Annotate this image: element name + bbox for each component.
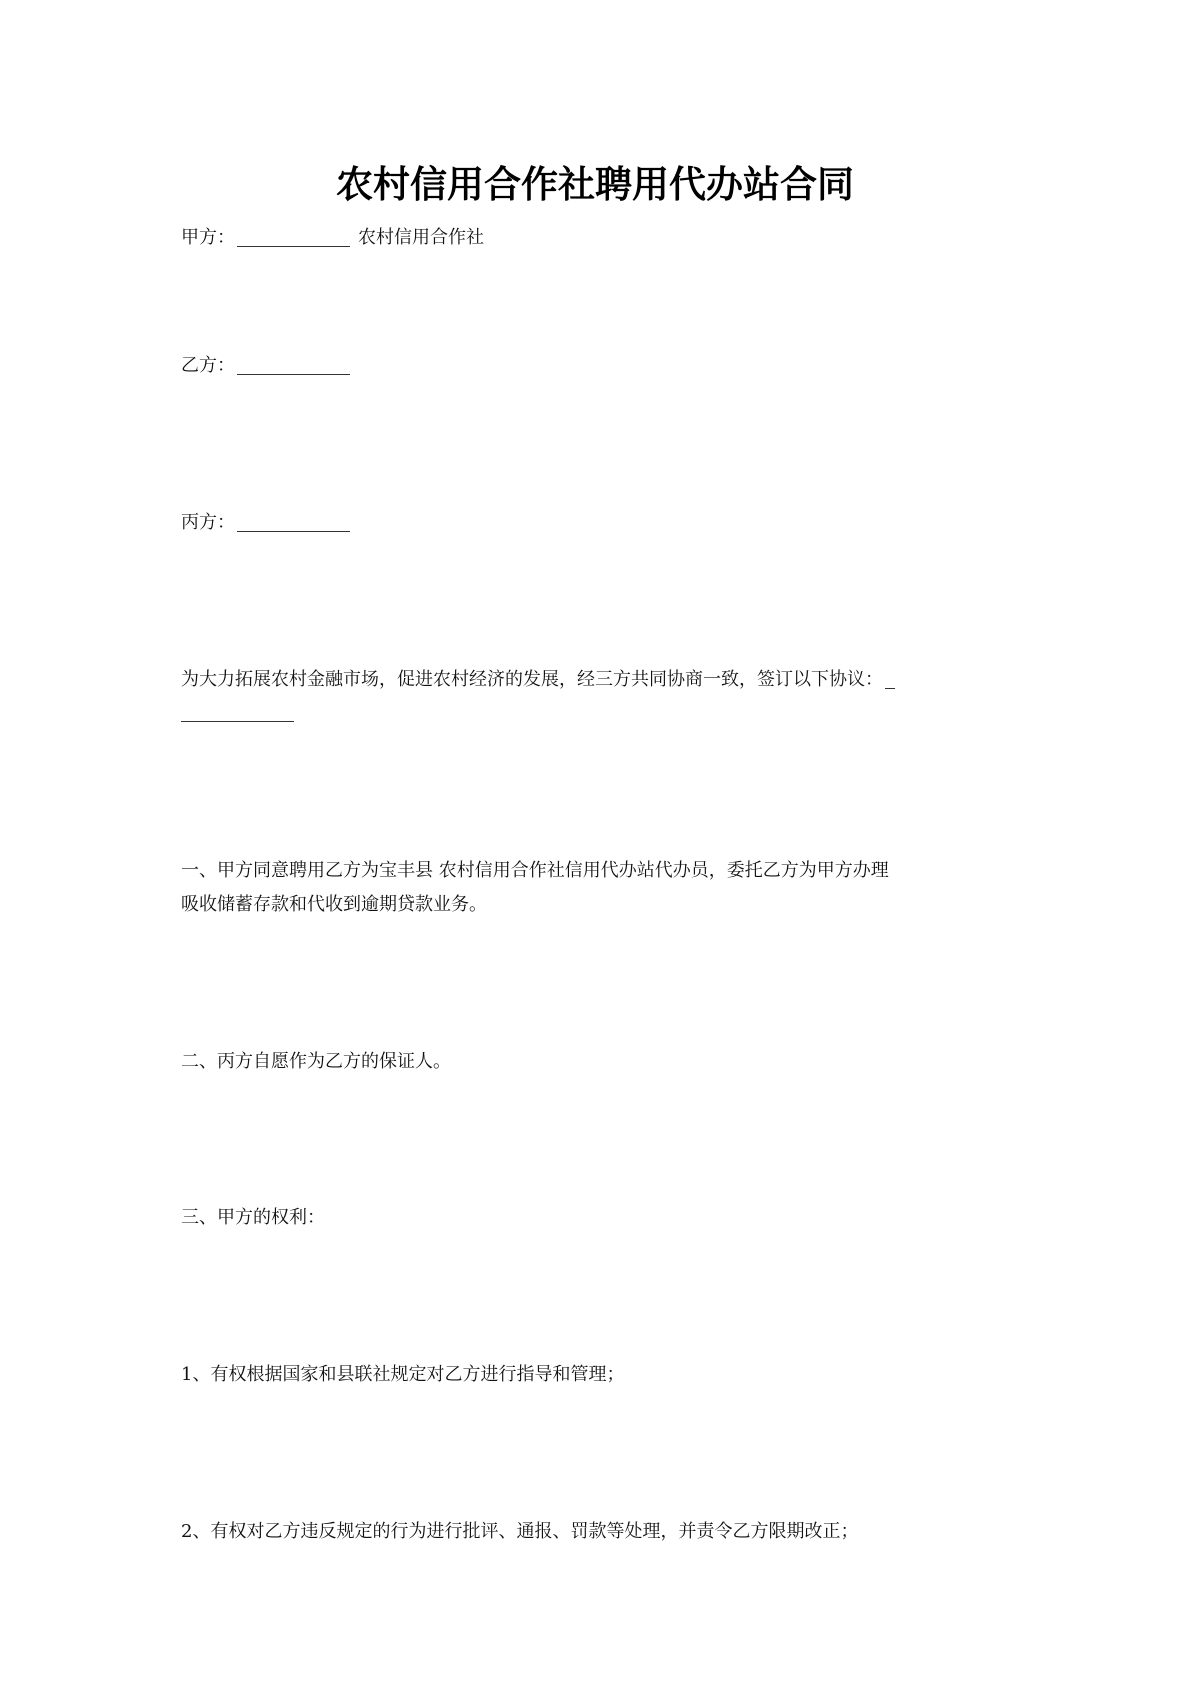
party-c-blank (237, 509, 350, 532)
party-a-label: 甲方： (181, 227, 235, 248)
preamble-underscore (885, 666, 895, 689)
clause-1-line-2: 吸收储蓄存款和代收到逾期贷款业务。 (181, 894, 487, 915)
preamble-blank-line (181, 694, 1021, 732)
party-b-line (181, 347, 1021, 385)
party-b-label: 乙方： (181, 355, 235, 376)
clause-3-heading: 三、甲方的权利： (181, 1207, 325, 1228)
party-c-label: 丙方： (181, 512, 235, 533)
preamble-text: 为大力拓展农村金融市场，促进农村经济的发展，经三方共同协商一致，签订以下协议： (181, 669, 883, 690)
right-1: 1、有权根据国家和县联社规定对乙方进行指导和管理； (181, 1364, 625, 1385)
preamble-blank (181, 699, 294, 722)
document-title: 农村信用合作社聘用代办站合同 (336, 163, 854, 206)
right-2: 2、有权对乙方违反规定的行为进行批评、通报、罚款等处理，并责令乙方限期改正； (181, 1521, 859, 1542)
clause-1-line-1: 一、甲方同意聘用乙方为宝丰县 农村信用合作社信用代办站代办员，委托乙方为甲方办理 (181, 860, 889, 881)
party-b-blank (237, 352, 350, 375)
party-a-line (181, 219, 1021, 257)
party-c-line (181, 504, 1021, 542)
party-a-blank (237, 224, 350, 247)
party-a-name: 农村信用合作社 (358, 227, 484, 248)
clause-2: 二、丙方自愿作为乙方的保证人。 (181, 1051, 451, 1072)
